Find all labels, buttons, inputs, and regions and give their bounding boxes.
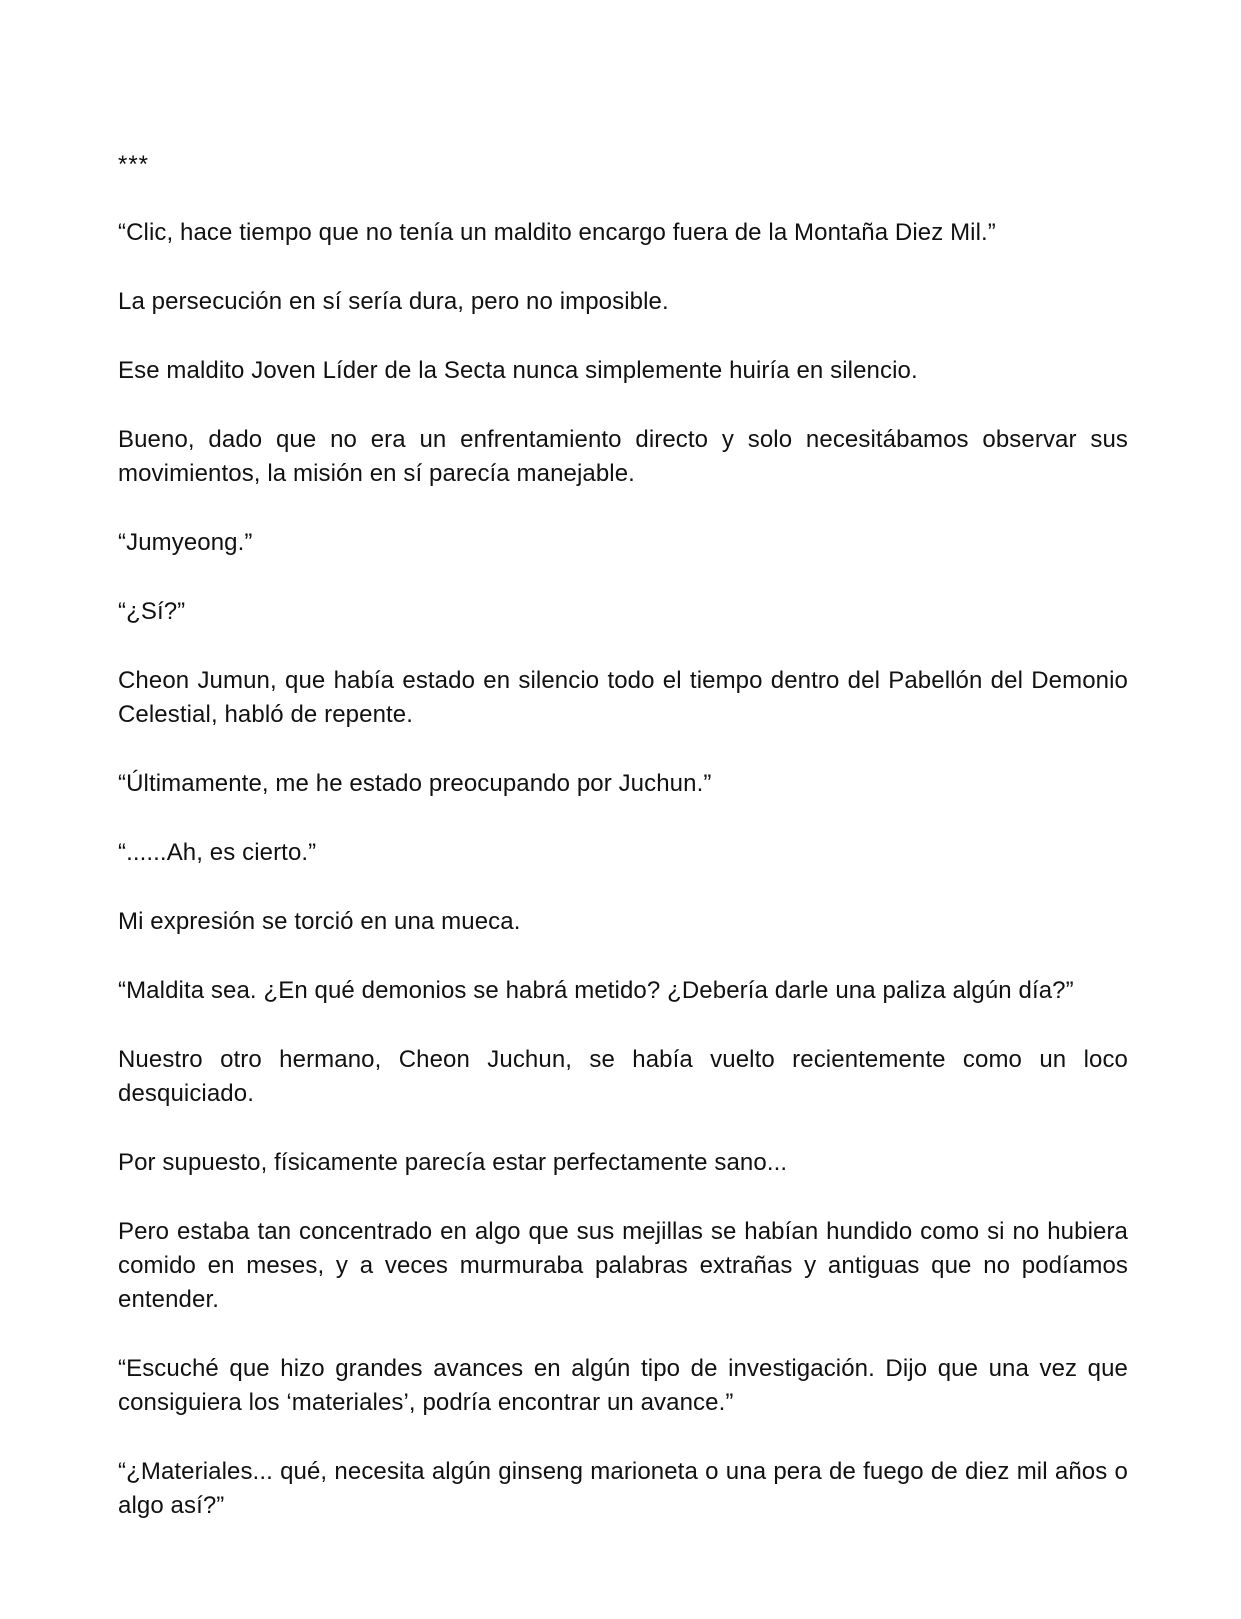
paragraph: Ese maldito Joven Líder de la Secta nunca simplemente huiría en silencio. bbox=[118, 357, 918, 384]
paragraph: Nuestro otro hermano, Cheon Juchun, se había vuelto recientemente como un loco desquiciado. bbox=[118, 1046, 1128, 1107]
paragraph: La persecución en sí sería dura, pero no imposible. bbox=[118, 288, 669, 315]
paragraph: “¿Materiales... qué, necesita algún ginseng marioneta o una pera de fuego de diez mil años o algo así?” bbox=[118, 1458, 1128, 1519]
paragraph: “¿Sí?” bbox=[118, 598, 186, 625]
paragraph: “Últimamente, me he estado preocupando por Juchun.” bbox=[118, 770, 712, 797]
paragraph: “Escuché que hizo grandes avances en algún tipo de investigación. Dijo que una vez que consiguiera los ‘materiales’, podría encontrar un avance.” bbox=[118, 1355, 1128, 1416]
paragraph: Cheon Jumun, que había estado en silencio todo el tiempo dentro del Pabellón del Demonio Celestial, habló de repente. bbox=[118, 667, 1128, 728]
paragraph: Mi expresión se torció en una mueca. bbox=[118, 908, 521, 935]
scene-separator: *** bbox=[118, 151, 150, 178]
paragraph: Bueno, dado que no era un enfrentamiento directo y solo necesitábamos observar sus movimientos, la misión en sí parecía manejable. bbox=[118, 426, 1128, 487]
paragraph: Por supuesto, físicamente parecía estar perfectamente sano... bbox=[118, 1149, 788, 1176]
paragraph: “Clic, hace tiempo que no tenía un maldito encargo fuera de la Montaña Diez Mil.” bbox=[118, 219, 996, 246]
document-body bbox=[118, 148, 1128, 1558]
paragraph: Pero estaba tan concentrado en algo que sus mejillas se habían hundido como si no hubiera comido en meses, y a veces murmuraba palabras extrañas y antiguas que no podíamos entender. bbox=[118, 1218, 1128, 1313]
paragraph: “Jumyeong.” bbox=[118, 529, 253, 556]
paragraph: “Maldita sea. ¿En qué demonios se habrá metido? ¿Debería darle una paliza algún día?” bbox=[118, 977, 1074, 1004]
paragraph: “......Ah, es cierto.” bbox=[118, 839, 317, 866]
